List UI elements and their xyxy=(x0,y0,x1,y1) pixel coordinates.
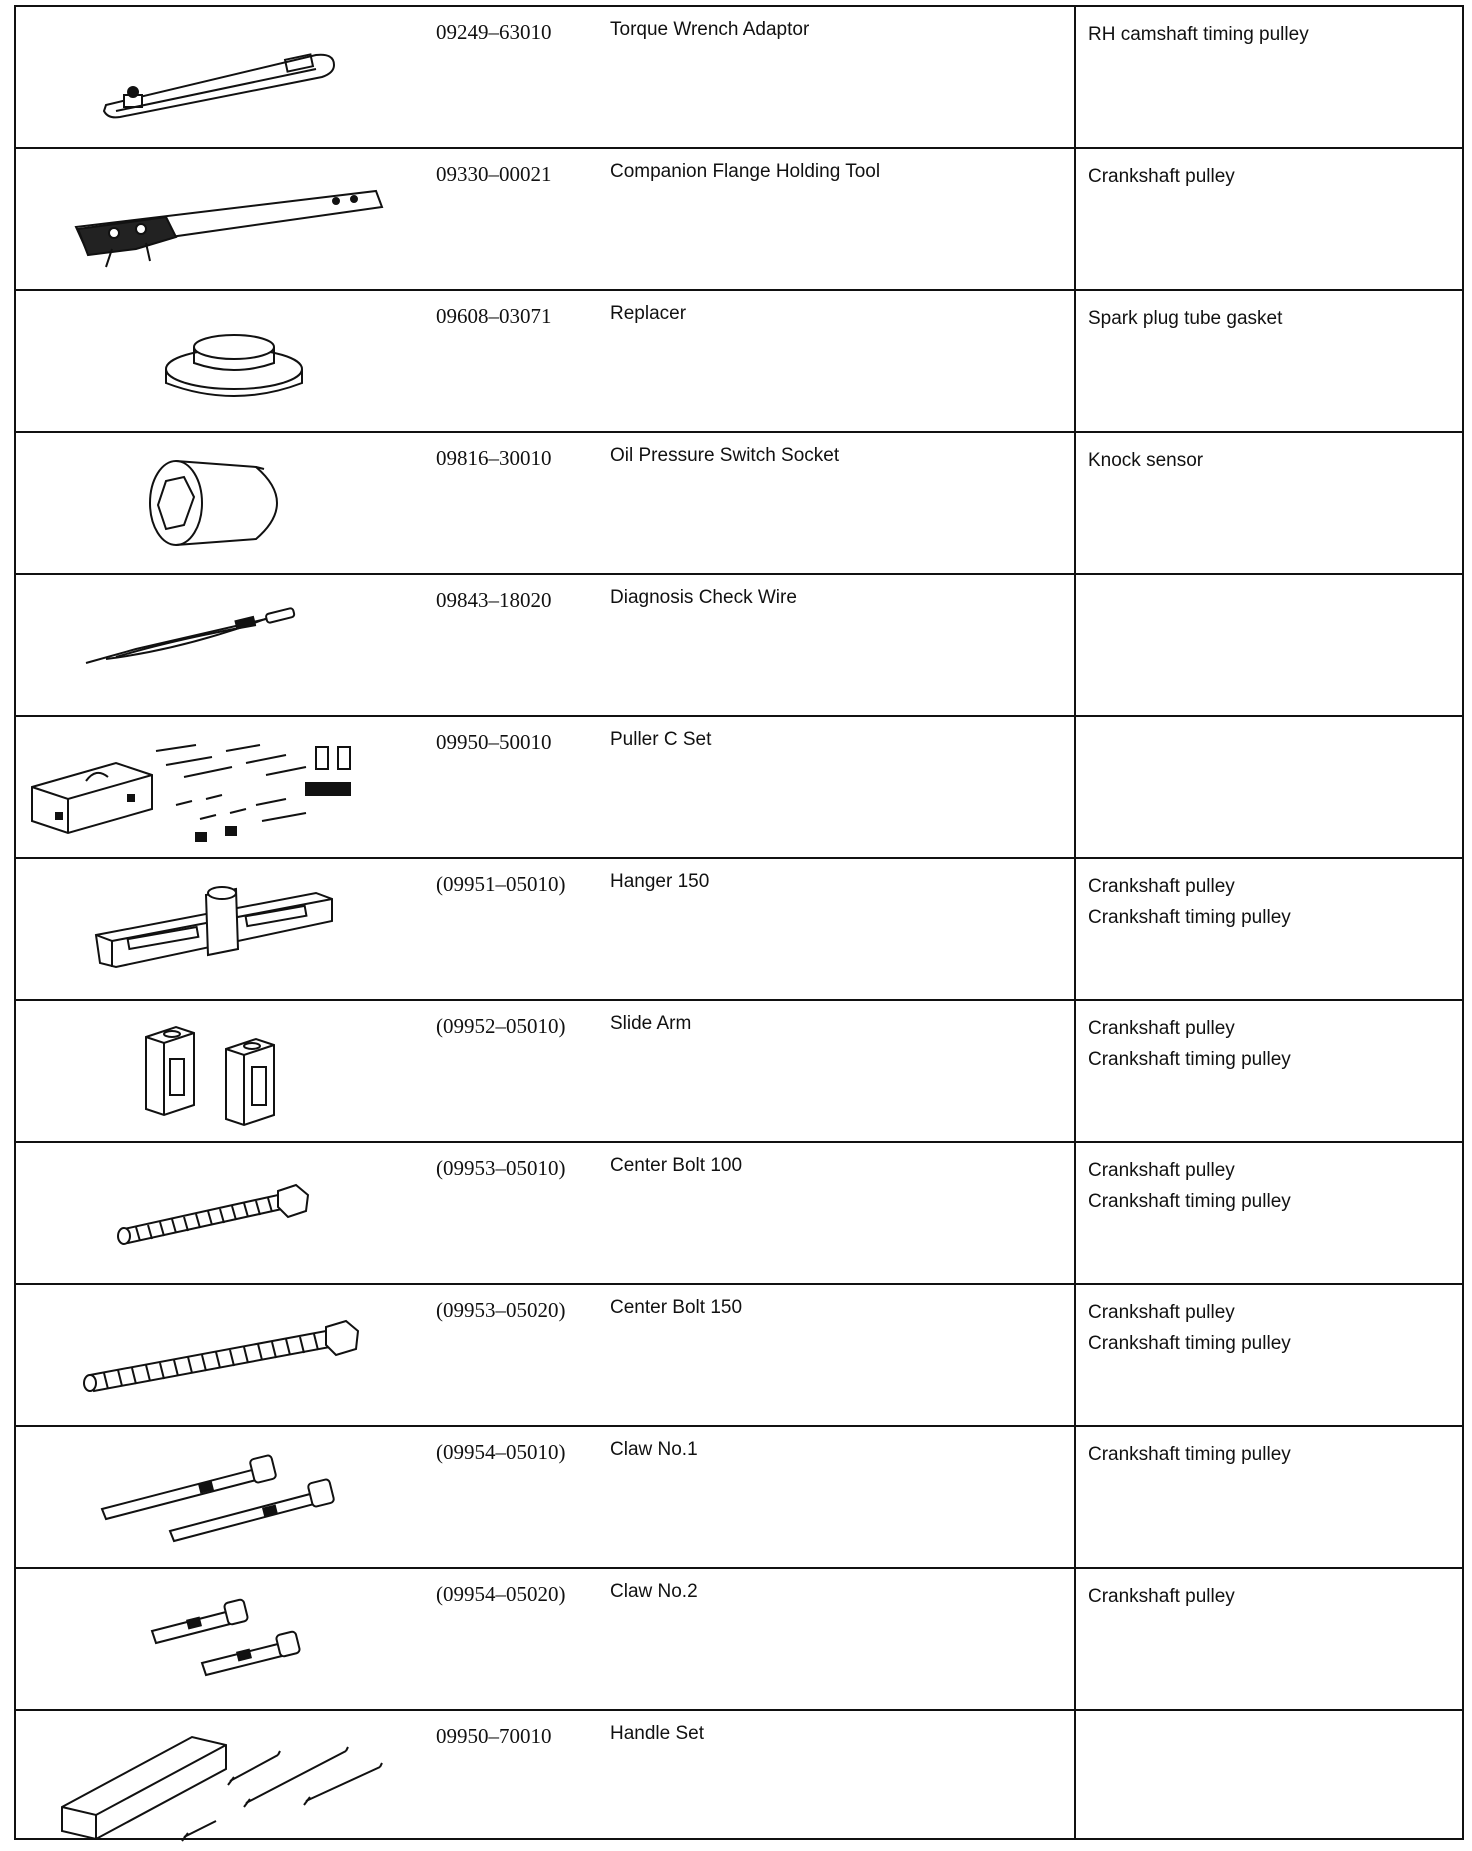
use-line: Crankshaft pulley xyxy=(1088,166,1235,187)
tool-name: Puller C Set xyxy=(610,729,712,750)
tool-name: Oil Pressure Switch Socket xyxy=(610,445,840,466)
claw-short-icon xyxy=(16,1569,436,1709)
use-line: Crankshaft pulley xyxy=(1088,1302,1235,1323)
tool-name: Hanger 150 xyxy=(610,871,710,892)
use-line: Crankshaft pulley xyxy=(1088,1160,1235,1181)
tool-name: Claw No.1 xyxy=(610,1439,698,1460)
part-number: 09843–18020 xyxy=(436,588,552,612)
use-line: Spark plug tube gasket xyxy=(1088,308,1283,329)
tool-use xyxy=(1088,19,1458,50)
socket-icon xyxy=(16,433,436,573)
table-row xyxy=(16,1285,1462,1427)
part-number: (09953–05020) xyxy=(436,1298,566,1322)
tool-use xyxy=(1088,1297,1458,1359)
tool-use xyxy=(1088,1581,1458,1612)
replacer-icon xyxy=(16,291,436,431)
use-line: Crankshaft timing pulley xyxy=(1088,1191,1291,1212)
tool-use xyxy=(1088,1155,1458,1217)
part-number: 09816–30010 xyxy=(436,446,552,470)
tool-name: Torque Wrench Adaptor xyxy=(610,19,810,40)
part-number: 09950–70010 xyxy=(436,1724,552,1748)
tool-name: Claw No.2 xyxy=(610,1581,698,1602)
use-line: Crankshaft timing pulley xyxy=(1088,907,1291,928)
tool-use xyxy=(1088,1439,1458,1470)
tool-name: Center Bolt 100 xyxy=(610,1155,743,1176)
center-bolt-short-icon xyxy=(16,1143,436,1283)
table-row xyxy=(16,1001,1462,1143)
center-bolt-long-icon xyxy=(16,1285,436,1425)
flange-holding-tool-icon xyxy=(16,149,436,289)
table-row xyxy=(16,1143,1462,1285)
part-number: 09950–50010 xyxy=(436,730,552,754)
use-line: Knock sensor xyxy=(1088,450,1204,471)
table-row xyxy=(16,717,1462,859)
table-row xyxy=(16,1427,1462,1569)
use-line: Crankshaft timing pulley xyxy=(1088,1444,1291,1465)
use-line: Crankshaft pulley xyxy=(1088,876,1235,897)
part-number: (09952–05010) xyxy=(436,1014,566,1038)
use-line: Crankshaft timing pulley xyxy=(1088,1333,1291,1354)
hanger-icon xyxy=(16,859,436,999)
tool-use xyxy=(1088,303,1458,334)
part-number: (09953–05010) xyxy=(436,1156,566,1180)
use-line: RH camshaft timing pulley xyxy=(1088,24,1309,45)
table-row xyxy=(16,433,1462,575)
slide-arm-icon xyxy=(16,1001,436,1141)
tool-use xyxy=(1088,871,1458,933)
use-line: Crankshaft pulley xyxy=(1088,1018,1235,1039)
table-row xyxy=(16,1711,1462,1838)
special-tools-table xyxy=(14,5,1464,1840)
part-number: (09954–05020) xyxy=(436,1582,566,1606)
torque-wrench-adaptor-icon xyxy=(16,7,436,147)
use-line: Crankshaft timing pulley xyxy=(1088,1049,1291,1070)
table-row xyxy=(16,291,1462,433)
part-number: (09951–05010) xyxy=(436,872,566,896)
part-number: 09330–00021 xyxy=(436,162,552,186)
tool-name: Replacer xyxy=(610,303,687,324)
tool-use xyxy=(1088,161,1458,192)
check-wire-icon xyxy=(16,575,436,715)
part-number: 09249–63010 xyxy=(436,20,552,44)
tool-use xyxy=(1088,1013,1458,1075)
claw-long-icon xyxy=(16,1427,436,1567)
tool-name: Diagnosis Check Wire xyxy=(610,587,797,608)
tool-name: Slide Arm xyxy=(610,1013,692,1034)
part-number: (09954–05010) xyxy=(436,1440,566,1464)
tool-name: Handle Set xyxy=(610,1723,705,1744)
table-row xyxy=(16,149,1462,291)
part-number: 09608–03071 xyxy=(436,304,552,328)
tool-name: Companion Flange Holding Tool xyxy=(610,161,881,182)
table-row xyxy=(16,1569,1462,1711)
puller-set-icon xyxy=(16,717,436,857)
table-row xyxy=(16,575,1462,717)
tool-use xyxy=(1088,445,1458,476)
table-row xyxy=(16,859,1462,1001)
table-row xyxy=(16,7,1462,149)
use-line: Crankshaft pulley xyxy=(1088,1586,1235,1607)
handle-set-icon xyxy=(16,1711,436,1851)
tool-name: Center Bolt 150 xyxy=(610,1297,743,1318)
